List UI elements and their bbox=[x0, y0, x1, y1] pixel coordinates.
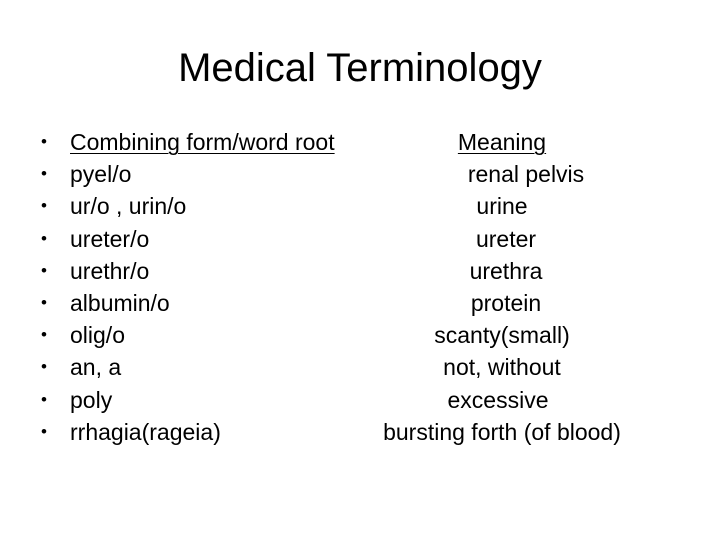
term-row bbox=[0, 223, 720, 255]
term-row bbox=[0, 384, 720, 416]
meaning-text: bursting forth (of blood) bbox=[383, 418, 621, 445]
term-text: albumin/o bbox=[70, 289, 170, 316]
bullet-icon: • bbox=[41, 421, 47, 441]
term-text: pyel/o bbox=[70, 161, 132, 188]
bullet-icon: • bbox=[41, 228, 47, 248]
meaning-text: excessive bbox=[447, 386, 549, 413]
term-list bbox=[0, 126, 720, 448]
term-text: ur/o , urin/o bbox=[70, 193, 187, 220]
term-row bbox=[0, 255, 720, 287]
bullet-icon: • bbox=[41, 132, 47, 151]
term-row bbox=[0, 416, 720, 448]
term-row bbox=[0, 319, 720, 351]
bullet-icon: • bbox=[41, 292, 47, 312]
meaning-text: protein bbox=[470, 289, 542, 316]
bullet-icon: • bbox=[41, 389, 47, 409]
bullet-icon: • bbox=[41, 196, 47, 216]
term-row bbox=[0, 351, 720, 383]
term-header: Combining form/word root bbox=[70, 129, 335, 155]
term-text: ureter/o bbox=[70, 225, 150, 252]
meaning-text: urine bbox=[476, 193, 528, 220]
meaning-header-text: Meaning bbox=[457, 129, 547, 155]
meaning-text: urethra bbox=[469, 257, 543, 284]
bullet-icon: • bbox=[41, 164, 47, 184]
bullet-icon: • bbox=[41, 357, 47, 377]
term-text: rrhagia(rageia) bbox=[70, 418, 221, 445]
meaning-text: ureter bbox=[475, 225, 537, 252]
bullet-icon: • bbox=[41, 260, 47, 280]
term-text: an, a bbox=[70, 354, 122, 381]
term-text: poly bbox=[70, 386, 113, 413]
term-row bbox=[0, 190, 720, 222]
term-row bbox=[0, 126, 720, 158]
slide-title: Medical Terminology bbox=[178, 46, 542, 90]
meaning-header bbox=[344, 126, 660, 158]
meaning-text: renal pelvis bbox=[467, 161, 585, 188]
term-text: olig/o bbox=[70, 322, 125, 349]
term-row bbox=[0, 158, 720, 190]
bullet-icon: • bbox=[41, 325, 47, 345]
term-text: urethr/o bbox=[70, 257, 150, 284]
meaning-text: not, without bbox=[443, 354, 561, 381]
meaning-text: scanty(small) bbox=[434, 322, 570, 349]
term-row bbox=[0, 287, 720, 319]
